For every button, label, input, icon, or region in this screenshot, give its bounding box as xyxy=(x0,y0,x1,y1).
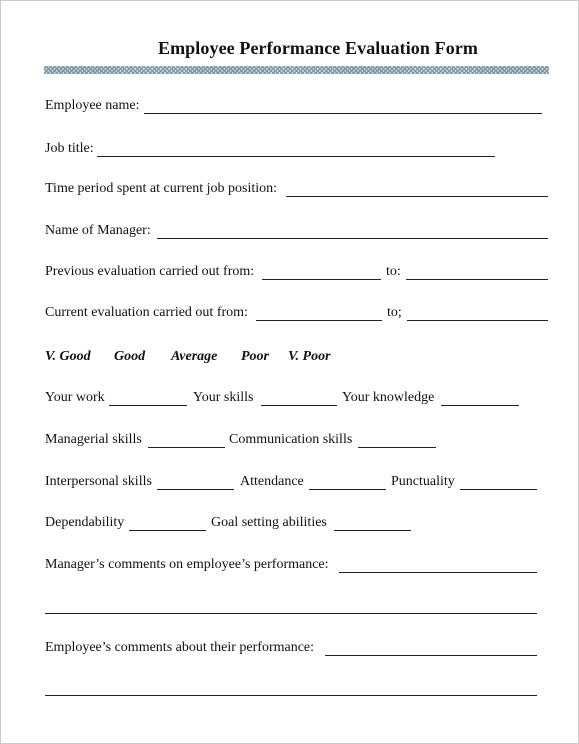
employee-name-field[interactable] xyxy=(144,113,542,114)
criteria-row-3 xyxy=(45,474,547,492)
your-skills-label: Your skills xyxy=(193,390,254,405)
your-skills-field[interactable] xyxy=(261,405,337,406)
manager-comments-continuation-line[interactable] xyxy=(45,613,537,614)
rating-average: Average xyxy=(171,349,218,364)
criteria-row-4 xyxy=(45,515,547,533)
title-divider-band xyxy=(44,66,549,74)
interpersonal-skills-label: Interpersonal skills xyxy=(45,474,152,489)
interpersonal-skills-field[interactable] xyxy=(157,489,234,490)
goal-setting-field[interactable] xyxy=(334,530,411,531)
previous-evaluation-from-field[interactable] xyxy=(262,279,381,280)
time-period-label: Time period spent at current job position: xyxy=(45,181,278,196)
punctuality-field[interactable] xyxy=(460,489,537,490)
rating-v-poor: V. Poor xyxy=(288,349,331,364)
form-title: Employee Performance Evaluation Form xyxy=(157,38,479,58)
criteria-row-1 xyxy=(45,390,547,408)
dependability-field[interactable] xyxy=(129,530,206,531)
previous-evaluation-to-field[interactable] xyxy=(406,279,548,280)
current-evaluation-row xyxy=(45,305,547,323)
manager-name-label: Name of Manager: xyxy=(45,223,151,238)
manager-comments-field[interactable] xyxy=(339,572,537,573)
manager-name-row xyxy=(45,223,547,241)
job-title-label: Job title: xyxy=(45,141,94,156)
employee-comments-row xyxy=(45,640,547,658)
criteria-row-2 xyxy=(45,432,547,450)
manager-name-field[interactable] xyxy=(157,238,548,239)
current-evaluation-to-field[interactable] xyxy=(407,320,548,321)
job-title-field[interactable] xyxy=(97,156,495,157)
your-knowledge-label: Your knowledge xyxy=(342,390,435,405)
your-knowledge-field[interactable] xyxy=(441,405,519,406)
managerial-skills-label: Managerial skills xyxy=(45,432,142,447)
rating-good: Good xyxy=(114,349,146,364)
manager-comments-row xyxy=(45,557,547,575)
managerial-skills-field[interactable] xyxy=(148,447,225,448)
employee-name-label: Employee name: xyxy=(45,98,140,113)
current-evaluation-from-field[interactable] xyxy=(256,320,382,321)
rating-poor: Poor xyxy=(241,349,269,364)
communication-skills-label: Communication skills xyxy=(229,432,353,447)
punctuality-label: Punctuality xyxy=(391,474,455,489)
previous-evaluation-to-label: to: xyxy=(386,264,401,279)
your-work-label: Your work xyxy=(45,390,105,405)
job-title-row xyxy=(45,141,547,159)
employee-name-row xyxy=(45,98,547,116)
employee-comments-field[interactable] xyxy=(325,655,537,656)
communication-skills-field[interactable] xyxy=(358,447,436,448)
time-period-field[interactable] xyxy=(286,196,548,197)
goal-setting-label: Goal setting abilities xyxy=(211,515,327,530)
manager-comments-label: Manager’s comments on employee’s performance: xyxy=(45,557,329,572)
time-period-row xyxy=(45,181,547,199)
employee-comments-continuation-line[interactable] xyxy=(45,695,537,696)
previous-evaluation-label: Previous evaluation carried out from: xyxy=(45,264,255,279)
current-evaluation-label: Current evaluation carried out from: xyxy=(45,305,248,320)
dependability-label: Dependability xyxy=(45,515,125,530)
previous-evaluation-row xyxy=(45,264,547,282)
employee-comments-label: Employee’s comments about their performance: xyxy=(45,640,315,655)
attendance-field[interactable] xyxy=(309,489,386,490)
attendance-label: Attendance xyxy=(240,474,304,489)
current-evaluation-to-label: to; xyxy=(387,305,402,320)
rating-v-good: V. Good xyxy=(45,349,91,364)
your-work-field[interactable] xyxy=(109,405,187,406)
